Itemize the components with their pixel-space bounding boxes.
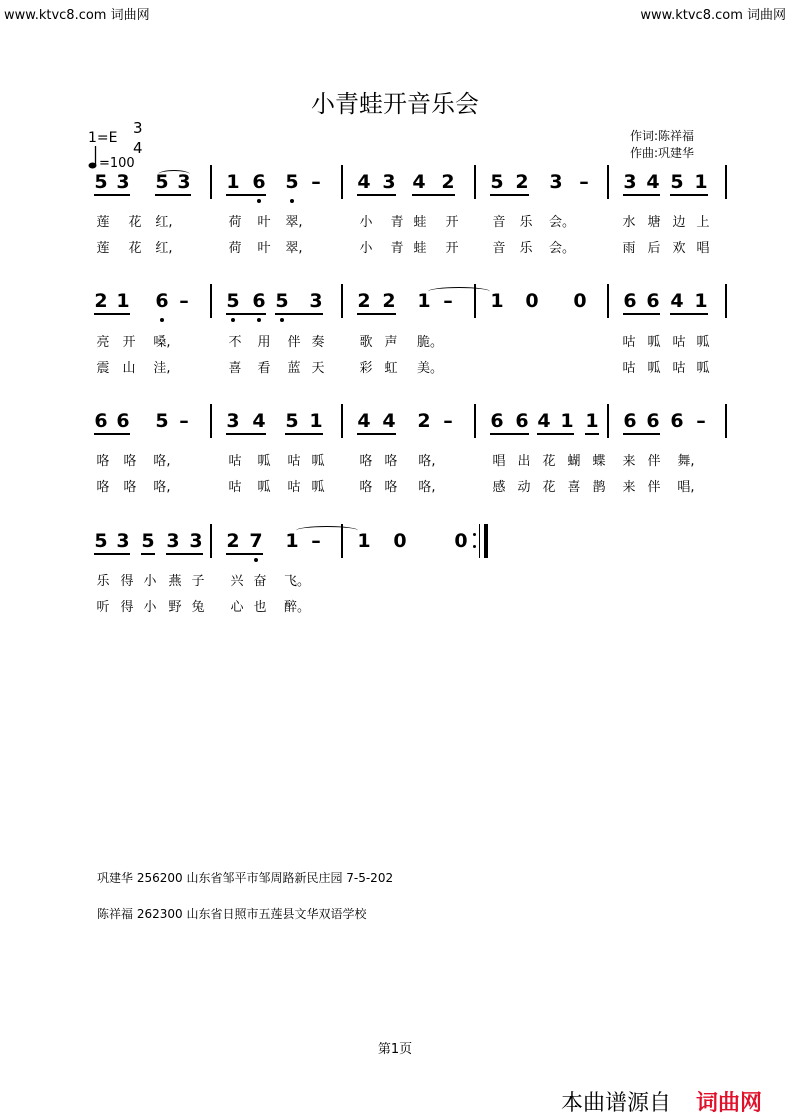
slur xyxy=(428,287,490,296)
barline xyxy=(725,165,727,199)
lyric-verse-2: 感 xyxy=(492,480,506,495)
barline xyxy=(210,524,212,558)
lyric-verse-1: 伴 xyxy=(287,335,301,350)
note: 5 xyxy=(275,290,289,312)
slur xyxy=(296,526,358,535)
lyric-verse-2: 山 xyxy=(122,361,136,376)
note: 3 xyxy=(226,410,240,432)
lyric-verse-2: 莲 xyxy=(96,241,110,256)
lyric-verse-2: 喜 xyxy=(228,361,242,376)
lyric-verse-1: 小 xyxy=(359,215,373,230)
lyric-verse-2: 咯 xyxy=(123,480,137,495)
lyric-verse-1: 红, xyxy=(155,215,173,230)
underline xyxy=(166,553,203,555)
lyric-verse-2: 咕 xyxy=(228,480,242,495)
note: 4 xyxy=(357,410,371,432)
lyric-verse-2: 得 xyxy=(120,600,134,615)
barline xyxy=(210,284,212,318)
lyric-verse-1: 荷 xyxy=(228,215,242,230)
address-lyricist: 陈祥福 262300 山东省日照市五莲县文华双语学校 xyxy=(97,907,367,921)
note: 5 xyxy=(155,171,169,193)
note: 2 xyxy=(441,171,455,193)
lyric-verse-1: 会。 xyxy=(549,215,576,230)
lyric-verse-2: 醉。 xyxy=(284,600,311,615)
low-octave-dot xyxy=(290,199,294,203)
note: 5 xyxy=(285,171,299,193)
lyric-verse-2: 咕 xyxy=(287,480,301,495)
lyric-verse-2: 红, xyxy=(155,241,173,256)
lyric-verse-1: 不 xyxy=(228,335,242,350)
note: 3 xyxy=(382,171,396,193)
note: 5 xyxy=(94,171,108,193)
lyric-verse-2: 咯 xyxy=(359,480,373,495)
underline xyxy=(226,313,266,315)
note: 1 xyxy=(585,410,599,432)
note: 3 xyxy=(116,530,130,552)
lyric-verse-2: 蓝 xyxy=(287,361,301,376)
underline xyxy=(226,194,266,196)
underline xyxy=(94,194,130,196)
lyric-verse-1: 燕 xyxy=(168,574,182,589)
lyric-verse-1: 用 xyxy=(257,335,271,350)
underline xyxy=(275,313,323,315)
note: 3 xyxy=(166,530,180,552)
note: 2 xyxy=(515,171,529,193)
lyric-verse-2: 洼, xyxy=(153,361,171,376)
note: 1 xyxy=(357,530,371,552)
lyric-verse-1: 塘 xyxy=(647,215,661,230)
note: – xyxy=(179,410,189,432)
lyric-verse-1: 伴 xyxy=(647,454,661,469)
final-barline xyxy=(484,524,488,558)
source-brand: 词曲网 xyxy=(696,1091,763,1116)
lyric-verse-2: 蛙 xyxy=(413,241,427,256)
lyric-verse-1: 舞, xyxy=(677,454,695,469)
lyric-verse-1: 蝶 xyxy=(592,454,606,469)
note: 5 xyxy=(141,530,155,552)
note: 2 xyxy=(417,410,431,432)
lyric-verse-2: 虹 xyxy=(384,361,398,376)
lyric-verse-2: 看 xyxy=(257,361,271,376)
lyric-verse-2: 唱, xyxy=(677,480,695,495)
note: – xyxy=(696,410,706,432)
underline xyxy=(94,313,130,315)
lyric-verse-2: 荷 xyxy=(228,241,242,256)
lyric-verse-2: 喜 xyxy=(567,480,581,495)
underline xyxy=(490,433,529,435)
note: 5 xyxy=(226,290,240,312)
low-octave-dot xyxy=(257,199,261,203)
note: – xyxy=(311,171,321,193)
underline xyxy=(585,433,599,435)
lyric-verse-2: 花 xyxy=(542,480,556,495)
lyric-verse-2: 花 xyxy=(128,241,142,256)
note: 5 xyxy=(155,410,169,432)
lyric-verse-2: 雨 xyxy=(622,241,636,256)
low-octave-dot xyxy=(280,318,284,322)
note: 4 xyxy=(252,410,266,432)
lyric-verse-2: 开 xyxy=(445,241,459,256)
lyric-verse-2: 来 xyxy=(622,480,636,495)
lyric-verse-2: 乐 xyxy=(519,241,533,256)
underline xyxy=(155,194,191,196)
watermark-right: www.ktvc8.com 词曲网 xyxy=(640,8,786,23)
lyric-verse-1: 叶 xyxy=(257,215,271,230)
lyric-verse-1: 水 xyxy=(622,215,636,230)
composer-credit: 作曲:巩建华 xyxy=(630,146,695,160)
address-composer: 巩建华 256200 山东省邹平市邹周路新民庄园 7-5-202 xyxy=(97,871,394,885)
lyric-verse-1: 呱 xyxy=(696,335,710,350)
lyric-verse-2: 彩 xyxy=(359,361,373,376)
note: 6 xyxy=(252,290,266,312)
lyric-verse-1: 青 xyxy=(390,215,404,230)
note: 6 xyxy=(623,410,637,432)
lyric-verse-2: 会。 xyxy=(549,241,576,256)
lyric-verse-1: 咕 xyxy=(287,454,301,469)
lyric-verse-1: 莲 xyxy=(96,215,110,230)
note: 5 xyxy=(670,171,684,193)
note: 0 xyxy=(525,290,539,312)
watermark-left: www.ktvc8.com 词曲网 xyxy=(4,8,150,23)
note: 3 xyxy=(309,290,323,312)
barline xyxy=(607,404,609,438)
time-signature-top: 3 xyxy=(133,119,143,137)
lyric-verse-2: 后 xyxy=(647,241,661,256)
lyric-verse-2: 咕 xyxy=(672,361,686,376)
lyric-verse-2: 小 xyxy=(359,241,373,256)
note: 5 xyxy=(94,530,108,552)
lyric-verse-2: 青 xyxy=(390,241,404,256)
lyric-verse-1: 边 xyxy=(672,215,686,230)
note: 1 xyxy=(309,410,323,432)
final-barline-thin xyxy=(479,524,480,558)
note: 4 xyxy=(646,171,660,193)
lyric-verse-1: 咯 xyxy=(96,454,110,469)
barline xyxy=(210,165,212,199)
lyric-verse-1: 咯 xyxy=(384,454,398,469)
lyric-verse-1: 翠, xyxy=(285,215,303,230)
repeat-dot xyxy=(473,545,476,548)
lyric-verse-1: 得 xyxy=(120,574,134,589)
low-octave-dot xyxy=(231,318,235,322)
lyric-verse-2: 欢 xyxy=(672,241,686,256)
lyric-verse-2: 伴 xyxy=(647,480,661,495)
lyric-verse-1: 脆。 xyxy=(417,335,444,350)
barline xyxy=(607,165,609,199)
note: – xyxy=(311,530,321,552)
lyric-verse-2: 兔 xyxy=(191,600,205,615)
note: 2 xyxy=(357,290,371,312)
underline xyxy=(285,433,323,435)
lyric-verse-1: 音 xyxy=(492,215,506,230)
note: – xyxy=(443,410,453,432)
lyric-verse-1: 飞。 xyxy=(284,574,311,589)
lyric-verse-1: 花 xyxy=(128,215,142,230)
lyric-verse-2: 咯 xyxy=(384,480,398,495)
lyric-verse-1: 出 xyxy=(517,454,531,469)
note: 6 xyxy=(646,290,660,312)
underline xyxy=(94,553,130,555)
lyric-verse-1: 乐 xyxy=(519,215,533,230)
note: 1 xyxy=(226,171,240,193)
lyric-verse-1: 小 xyxy=(143,574,157,589)
barline xyxy=(474,165,476,199)
barline xyxy=(210,404,212,438)
lyric-verse-2: 心 xyxy=(230,600,244,615)
lyric-verse-2: 鹊 xyxy=(592,480,606,495)
note: 6 xyxy=(646,410,660,432)
lyric-verse-2: 叶 xyxy=(257,241,271,256)
note: 3 xyxy=(116,171,130,193)
underline xyxy=(357,433,396,435)
page-number: 第1页 xyxy=(377,1042,413,1057)
lyric-verse-2: 听 xyxy=(96,600,110,615)
lyric-verse-2: 翠, xyxy=(285,241,303,256)
page-title: 小青蛙开音乐会 xyxy=(311,90,479,118)
note: 3 xyxy=(189,530,203,552)
lyric-verse-1: 乐 xyxy=(96,574,110,589)
lyric-verse-1: 咯 xyxy=(359,454,373,469)
barline xyxy=(341,165,343,199)
note: 6 xyxy=(670,410,684,432)
lyric-verse-1: 蛙 xyxy=(413,215,427,230)
underline xyxy=(670,194,708,196)
underline xyxy=(357,194,396,196)
barline xyxy=(725,284,727,318)
lyric-verse-1: 兴 xyxy=(230,574,244,589)
note: 7 xyxy=(249,530,263,552)
underline xyxy=(623,433,660,435)
lyric-verse-2: 小 xyxy=(143,600,157,615)
note: 1 xyxy=(285,530,299,552)
lyric-verse-2: 咯, xyxy=(153,480,171,495)
lyric-verse-2: 唱 xyxy=(696,241,710,256)
lyric-verse-1: 咕 xyxy=(622,335,636,350)
time-signature-bottom: 4 xyxy=(133,139,143,157)
note: 3 xyxy=(177,171,191,193)
note: 1 xyxy=(417,290,431,312)
lyricist-credit: 作词:陈祥福 xyxy=(630,129,695,143)
lyric-verse-2: 呱 xyxy=(647,361,661,376)
lyric-verse-2: 呱 xyxy=(257,480,271,495)
note: – xyxy=(443,290,453,312)
lyric-verse-2: 咯 xyxy=(96,480,110,495)
lyric-verse-1: 呱 xyxy=(257,454,271,469)
note: 6 xyxy=(623,290,637,312)
note: 1 xyxy=(560,410,574,432)
repeat-dot xyxy=(473,533,476,536)
note: 0 xyxy=(573,290,587,312)
note: – xyxy=(579,171,589,193)
underline xyxy=(623,313,660,315)
barline xyxy=(341,284,343,318)
lyric-verse-1: 上 xyxy=(696,215,710,230)
lyric-verse-2: 咯, xyxy=(418,480,436,495)
lyric-verse-2: 美。 xyxy=(417,361,444,376)
note: 6 xyxy=(116,410,130,432)
underline xyxy=(226,433,266,435)
note: 6 xyxy=(252,171,266,193)
lyric-verse-1: 咕 xyxy=(672,335,686,350)
note: 2 xyxy=(382,290,396,312)
source-prefix: 本曲谱源自 xyxy=(561,1091,672,1116)
lyric-verse-1: 花 xyxy=(542,454,556,469)
underline xyxy=(412,194,455,196)
barline xyxy=(725,404,727,438)
note: 6 xyxy=(155,290,169,312)
note: 3 xyxy=(549,171,563,193)
slur xyxy=(158,170,190,179)
underline xyxy=(226,553,263,555)
underline xyxy=(623,194,660,196)
lyric-verse-2: 天 xyxy=(311,361,325,376)
tempo: =100 xyxy=(99,156,135,171)
note: 0 xyxy=(454,530,468,552)
note: 4 xyxy=(670,290,684,312)
barline xyxy=(474,404,476,438)
lyric-verse-2: 呱 xyxy=(696,361,710,376)
barline xyxy=(341,404,343,438)
lyric-verse-1: 咯, xyxy=(418,454,436,469)
note: 1 xyxy=(694,171,708,193)
lyric-verse-1: 咯, xyxy=(153,454,171,469)
note: 2 xyxy=(226,530,240,552)
low-octave-dot xyxy=(160,318,164,322)
note: 3 xyxy=(623,171,637,193)
lyric-verse-2: 咕 xyxy=(622,361,636,376)
lyric-verse-2: 音 xyxy=(492,241,506,256)
key-signature: 1=E xyxy=(88,130,118,146)
lyric-verse-1: 唱 xyxy=(492,454,506,469)
note: 1 xyxy=(694,290,708,312)
note: 4 xyxy=(537,410,551,432)
low-octave-dot xyxy=(254,558,258,562)
lyric-verse-1: 咯 xyxy=(123,454,137,469)
lyric-verse-1: 呱 xyxy=(311,454,325,469)
note: 5 xyxy=(285,410,299,432)
barline xyxy=(607,284,609,318)
underline xyxy=(537,433,574,435)
note: 6 xyxy=(490,410,504,432)
note: 4 xyxy=(382,410,396,432)
lyric-verse-1: 歌 xyxy=(359,335,373,350)
note: 1 xyxy=(116,290,130,312)
note: 5 xyxy=(490,171,504,193)
lyric-verse-1: 蝴 xyxy=(567,454,581,469)
underline xyxy=(141,553,155,555)
underline xyxy=(94,433,130,435)
lyric-verse-1: 来 xyxy=(622,454,636,469)
lyric-verse-1: 嗓, xyxy=(153,335,171,350)
underline xyxy=(357,313,396,315)
note: – xyxy=(179,290,189,312)
low-octave-dot xyxy=(257,318,261,322)
lyric-verse-2: 野 xyxy=(168,600,182,615)
note: 4 xyxy=(412,171,426,193)
lyric-verse-2: 也 xyxy=(253,600,267,615)
lyric-verse-2: 震 xyxy=(96,361,110,376)
lyric-verse-1: 奏 xyxy=(311,335,325,350)
underline xyxy=(670,313,708,315)
lyric-verse-1: 奋 xyxy=(253,574,267,589)
lyric-verse-1: 开 xyxy=(122,335,136,350)
lyric-verse-2: 动 xyxy=(517,480,531,495)
lyric-verse-1: 声 xyxy=(384,335,398,350)
lyric-verse-1: 亮 xyxy=(96,335,110,350)
note: 4 xyxy=(357,171,371,193)
note: 6 xyxy=(515,410,529,432)
note: 0 xyxy=(393,530,407,552)
underline xyxy=(490,194,529,196)
note: 2 xyxy=(94,290,108,312)
note: 1 xyxy=(490,290,504,312)
lyric-verse-1: 咕 xyxy=(228,454,242,469)
lyric-verse-1: 子 xyxy=(191,574,205,589)
note: 6 xyxy=(94,410,108,432)
lyric-verse-1: 呱 xyxy=(647,335,661,350)
lyric-verse-2: 呱 xyxy=(311,480,325,495)
lyric-verse-1: 开 xyxy=(445,215,459,230)
